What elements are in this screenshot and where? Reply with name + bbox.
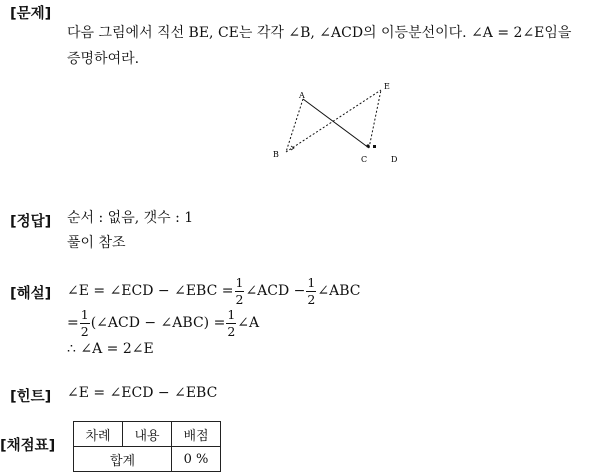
answer-text-line1: 순서 : 없음, 갯수 : 1 [67,210,194,226]
point-label-b: B [273,150,279,159]
line-ac [303,99,369,148]
fraction-denominator: 2 [227,323,236,339]
scoring-header-content: 내용 [123,422,172,447]
scoring-header-row [74,422,221,447]
hint-label: [힌트] [10,389,52,405]
fraction-denominator: 2 [80,323,89,339]
fraction-denominator: 2 [307,291,316,307]
point-label-a: A [299,91,305,100]
problem-text-line2: 증명하여라. [67,51,140,67]
answer-text-line2: 풀이 참조 [67,235,126,251]
explanation-row1-fraction2 [306,276,316,305]
fraction-numerator: 1 [80,307,89,323]
scoring-label: [채점표] [0,438,56,454]
problem-text-line1: 다음 그림에서 직선 BE, CE는 각각 ∠B, ∠ACD의 이등분선이다. ∠A = 2∠E임을 [67,25,572,41]
fraction-numerator: 1 [227,307,236,323]
angle-mark-c [366,144,369,147]
scoring-total-value: 0 % [172,447,221,472]
explanation-row2-start: = [67,315,79,331]
explanation-row1-mid: ∠ACD − [245,283,306,299]
explanation-row2-mid: (∠ACD − ∠ABC) = [90,315,226,331]
geometry-figure [270,82,410,167]
fraction-numerator: 1 [235,275,244,291]
explanation-row-3: ∴ ∠A = 2∠E [67,341,154,357]
explanation-row-2 [67,308,259,338]
point-label-d: D [391,155,398,164]
scoring-total-label: 합계 [74,447,172,472]
explanation-row2-end: ∠A [237,315,260,331]
scoring-header-order: 차례 [74,422,123,447]
answer-label: [정답] [10,214,52,230]
problem-label: [문제] [10,6,52,22]
explanation-label: [해설] [10,286,52,302]
explanation-row1-lhs: ∠E = ∠ECD − ∠EBC = [67,283,234,299]
point-label-e: E [384,82,390,91]
scoring-header-points: 배점 [172,422,221,447]
explanation-row-1 [67,276,360,306]
explanation-row2-fraction2 [226,308,236,337]
line-ce [369,90,381,148]
explanation-row1-fraction1 [235,276,245,305]
fraction-numerator: 1 [307,275,316,291]
explanation-row1-end: ∠ABC [317,283,361,299]
angle-mark-c2 [373,145,376,148]
fraction-denominator: 2 [235,291,244,307]
explanation-row2-fraction1 [80,308,90,337]
scoring-table [73,421,221,472]
point-label-c: C [361,155,368,164]
scoring-total-row [74,447,221,472]
line-ab [286,99,303,152]
hint-text: ∠E = ∠ECD − ∠EBC [67,385,218,401]
